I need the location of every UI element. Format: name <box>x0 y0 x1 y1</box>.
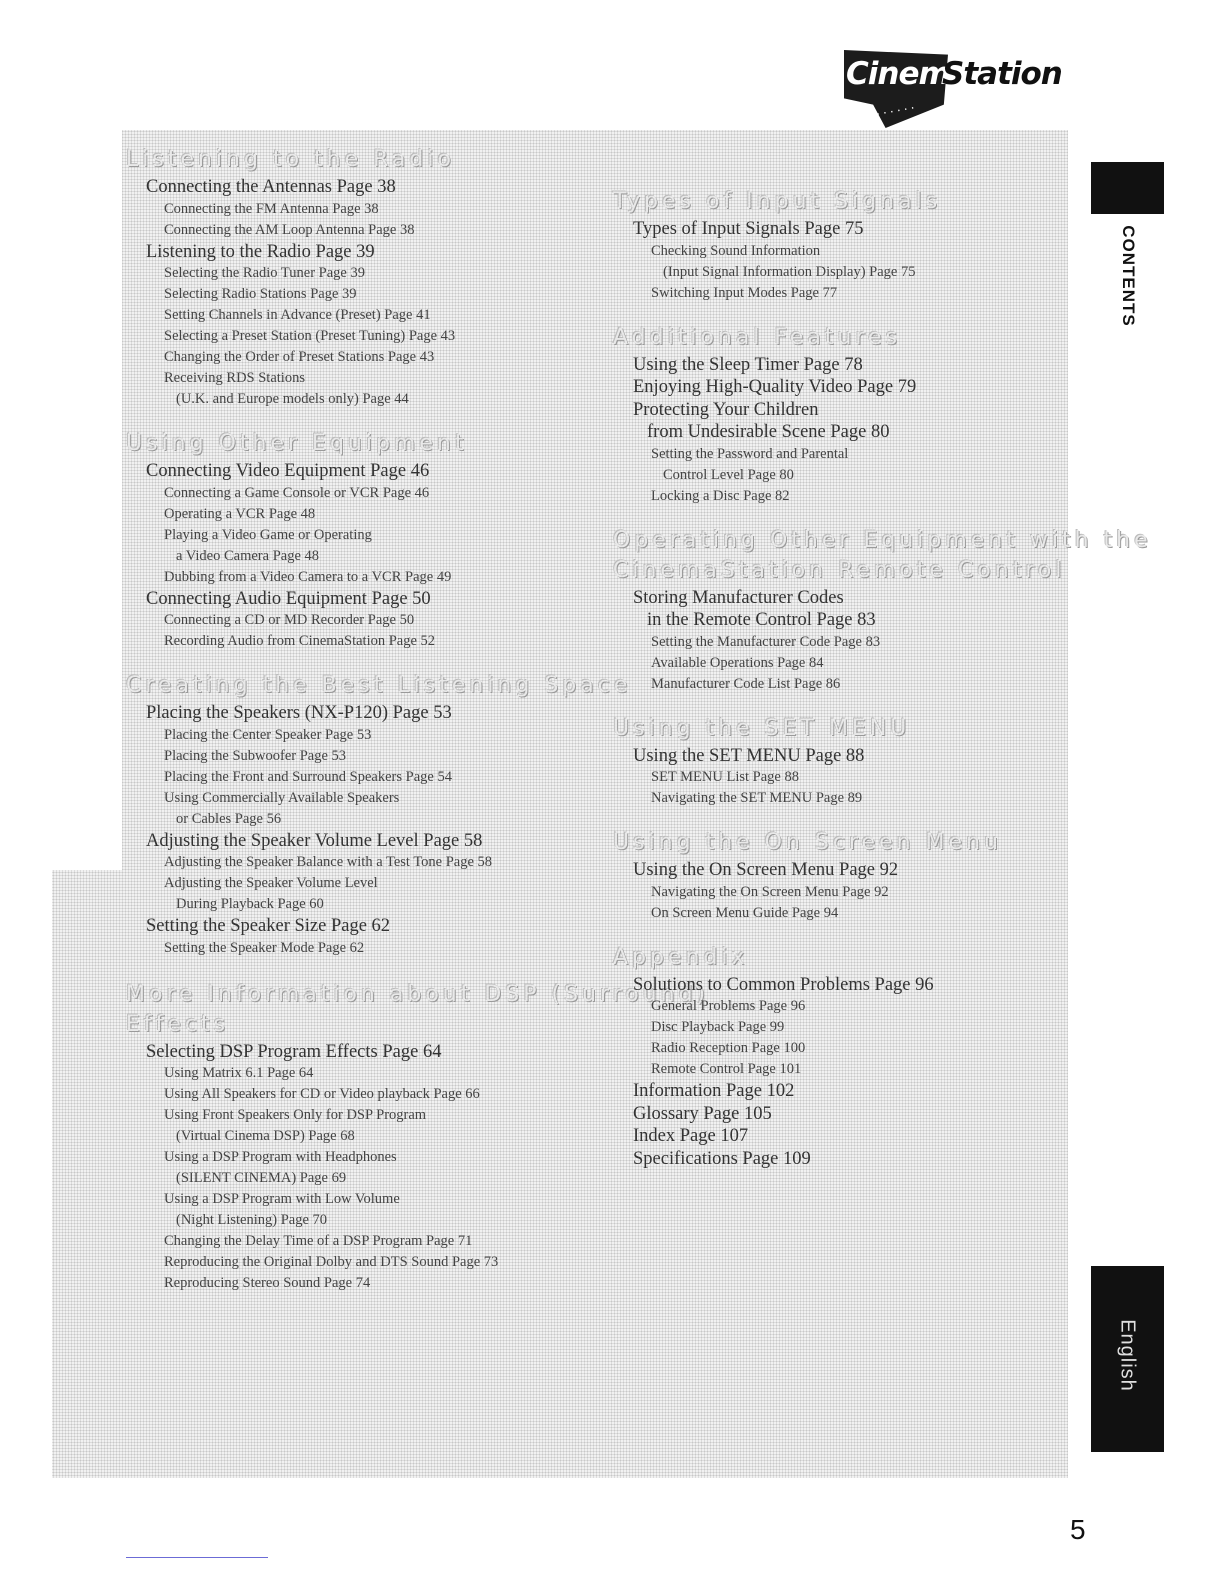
toc-entry: Reproducing Stereo Sound Page 74 <box>164 1275 371 1291</box>
section-gap <box>126 959 596 981</box>
toc-section <box>613 829 1058 924</box>
toc-entry: from Undesirable Scene Page 80 <box>647 422 890 442</box>
toc-entry: Adjusting the Speaker Volume Level Page 58 <box>146 830 483 851</box>
toc-entry: Using the On Screen Menu Page 92 <box>633 860 899 880</box>
toc-entry: Placing the Speakers (NX-P120) Page 53 <box>146 703 452 723</box>
footer-rule <box>126 1557 268 1558</box>
toc-entry: Protecting Your Children <box>633 399 819 420</box>
toc-entry: Control Level Page 80 <box>663 466 794 483</box>
toc-entry: Using Commercially Available Speakers <box>164 789 400 806</box>
toc-section <box>613 188 1058 304</box>
toc-entry: Manufacturer Code List Page 86 <box>651 675 841 692</box>
toc-entry: Locking a Disc Page 82 <box>651 487 790 504</box>
toc-section <box>126 430 596 652</box>
toc-entry: Setting the Password and Parental <box>651 445 849 462</box>
toc-entry: Navigating the SET MENU Page 89 <box>651 790 863 806</box>
cinemastation-logo <box>838 44 1078 134</box>
section-gap <box>613 304 1058 324</box>
toc-entry: Using All Speakers for CD or Video playback Page 66 <box>164 1086 480 1102</box>
toc-entry: Setting Channels in Advance (Preset) Page 41 <box>164 307 431 323</box>
toc-entry: Connecting a CD or MD Recorder Page 50 <box>164 612 415 628</box>
section-gap <box>613 924 1058 944</box>
logo-text-station: Station <box>942 56 1062 92</box>
language-tab <box>1091 1266 1164 1452</box>
section-title: Using the SET MENU <box>613 715 911 741</box>
toc-entry: Setting the Speaker Size Page 62 <box>146 916 391 936</box>
section-title: Using Other Equipment <box>126 431 468 456</box>
toc-section <box>613 944 1058 1171</box>
toc-entry: During Playback Page 60 <box>176 896 324 912</box>
toc-entry: Recording Audio from CinemaStation Page 52 <box>164 633 436 649</box>
toc-entry: Information Page 102 <box>633 1081 795 1101</box>
toc-entry: Using the Sleep Timer Page 78 <box>633 354 863 375</box>
toc-entry: Storing Manufacturer Codes <box>633 587 844 608</box>
toc-entry: Switching Input Modes Page 77 <box>651 284 838 301</box>
section-title: Creating the Best Listening Space <box>126 673 632 698</box>
toc-entry: Using a DSP Program with Low Volume <box>164 1191 400 1207</box>
toc-entry: or Cables Page 56 <box>176 810 282 827</box>
toc-entry: SET MENU List Page 88 <box>651 769 799 785</box>
toc-entry: Setting the Manufacturer Code Page 83 <box>651 633 881 650</box>
toc-entry: Using Matrix 6.1 Page 64 <box>164 1065 314 1081</box>
toc-entry: Adjusting the Speaker Volume Level <box>164 875 378 891</box>
section-gap <box>613 809 1058 829</box>
section-title: More Information about DSP (Surround) <box>126 981 710 1007</box>
toc-entry: Changing the Delay Time of a DSP Program Page 71 <box>164 1233 473 1249</box>
toc-entry: Reproducing the Original Dolby and DTS Sound Page 73 <box>164 1254 499 1270</box>
toc-entry: Navigating the On Screen Menu Page 92 <box>651 883 889 900</box>
toc-entry: Using the SET MENU Page 88 <box>633 745 865 766</box>
toc-entry: a Video Camera Page 48 <box>176 547 320 564</box>
section-title: Appendix <box>613 944 749 970</box>
toc-entry: Operating a VCR Page 48 <box>164 505 316 522</box>
toc-entry: Selecting a Preset Station (Preset Tuning) Page 43 <box>164 328 456 344</box>
toc-entry: Glossary Page 105 <box>633 1103 772 1124</box>
film-perforation-icon: ······· <box>867 102 918 123</box>
toc-entry: (Input Signal Information Display) Page 75 <box>663 263 916 280</box>
toc-entry: Selecting DSP Program Effects Page 64 <box>146 1041 442 1062</box>
toc-entry: Disc Playback Page 99 <box>651 1019 785 1035</box>
toc-entry: Remote Control Page 101 <box>651 1061 802 1077</box>
toc-entry: Index Page 107 <box>633 1126 749 1146</box>
toc-entry: Adjusting the Speaker Balance with a Test Tone Page 58 <box>164 854 493 870</box>
section-gap <box>126 652 596 672</box>
section-gap <box>613 507 1058 527</box>
contents-tab-label <box>1108 226 1148 346</box>
logo-text-cinema: Cinema <box>846 56 970 92</box>
toc-entry: Changing the Order of Preset Stations Page 43 <box>164 349 435 365</box>
toc-entry: Specifications Page 109 <box>633 1148 811 1169</box>
section-title: Using the On Screen Menu <box>613 830 1002 855</box>
section-gap <box>613 695 1058 715</box>
language-tab-text: English <box>1116 1319 1139 1392</box>
toc-section <box>126 146 596 410</box>
toc-entry: Connecting Audio Equipment Page 50 <box>146 588 431 609</box>
contents-tab-block <box>1091 162 1164 214</box>
toc-entry: Placing the Subwoofer Page 53 <box>164 747 347 764</box>
section-title: Types of Input Signals <box>613 189 942 214</box>
toc-entry: Connecting the Antennas Page 38 <box>146 177 396 197</box>
toc-section <box>613 527 1152 695</box>
toc-entry: Checking Sound Information <box>651 242 821 259</box>
contents-tab-text: CONTENTS <box>1119 225 1138 327</box>
section-title: Operating Other Equipment with the <box>613 527 1152 553</box>
toc-entry: Connecting the AM Loop Antenna Page 38 <box>164 221 415 238</box>
toc-entry: On Screen Menu Guide Page 94 <box>651 904 839 921</box>
toc-entry: Setting the Speaker Mode Page 62 <box>164 939 365 956</box>
toc-section <box>126 672 632 959</box>
toc-entry: Dubbing from a Video Camera to a VCR Page 49 <box>164 568 452 585</box>
toc-entry: Radio Reception Page 100 <box>651 1040 806 1056</box>
toc-entry: (SILENT CINEMA) Page 69 <box>176 1170 347 1186</box>
toc-entry: Connecting the FM Antenna Page 38 <box>164 200 379 217</box>
toc-entry: Types of Input Signals Page 75 <box>633 219 864 239</box>
toc-section <box>613 715 1058 810</box>
toc-entry: Placing the Center Speaker Page 53 <box>164 726 372 743</box>
toc-entry: Using Front Speakers Only for DSP Program <box>164 1107 427 1123</box>
toc-entry: Selecting the Radio Tuner Page 39 <box>164 265 365 281</box>
section-title-continued: CinemaStation Remote Control <box>613 557 1066 583</box>
toc-entry: Connecting Video Equipment Page 46 <box>146 461 430 481</box>
toc-entry: Selecting Radio Stations Page 39 <box>164 286 357 302</box>
section-title: Additional Features <box>613 324 902 350</box>
toc-entry: Connecting a Game Console or VCR Page 46 <box>164 484 430 501</box>
section-gap <box>126 410 596 430</box>
toc-entry: Listening to the Radio Page 39 <box>146 241 375 262</box>
section-title: Listening to the Radio <box>126 147 455 172</box>
toc-section <box>613 324 1058 507</box>
toc-entry: (Virtual Cinema DSP) Page 68 <box>176 1128 355 1144</box>
toc-entry: Solutions to Common Problems Page 96 <box>633 974 934 995</box>
toc-entry: General Problems Page 96 <box>651 998 806 1014</box>
toc-entry: Placing the Front and Surround Speakers Page 54 <box>164 768 452 785</box>
section-title-continued: Effects <box>126 1011 230 1037</box>
page-number: 5 <box>1070 1514 1086 1545</box>
toc-entry: Enjoying High-Quality Video Page 79 <box>633 377 917 397</box>
toc-entry: (U.K. and Europe models only) Page 44 <box>176 391 409 407</box>
toc-entry: in the Remote Control Page 83 <box>647 610 876 630</box>
toc-entry: Available Operations Page 84 <box>651 654 824 671</box>
toc-entry: Receiving RDS Stations <box>164 370 305 386</box>
toc-entry: Playing a Video Game or Operating <box>164 526 372 543</box>
toc-entry: (Night Listening) Page 70 <box>176 1212 328 1228</box>
toc-entry: Using a DSP Program with Headphones <box>164 1149 397 1165</box>
